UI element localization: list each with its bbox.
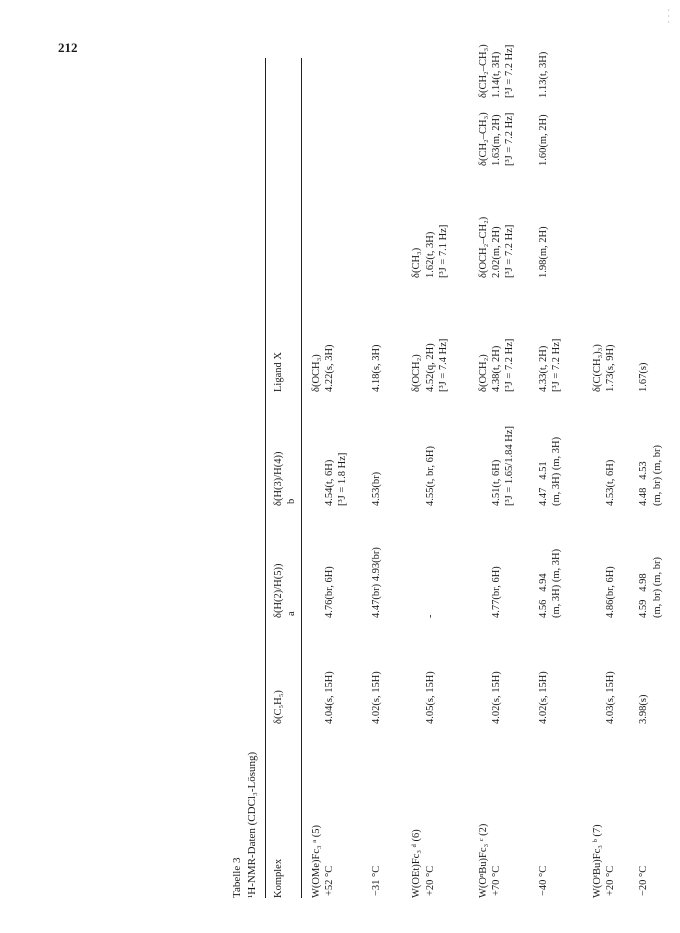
table-caption-block — [230, 752, 260, 898]
table-cell-c5h5: 4.02(s, 15H) — [491, 671, 503, 724]
table-header-rule — [301, 58, 302, 898]
table-cell-h34: 4.51(t, 6H) [³J = 1.65/1.84 Hz] — [491, 426, 516, 506]
table-cell-c5h5: 4.03(s, 15H) — [604, 671, 616, 724]
table-cell-lig4: 1.13(t, 3H) — [538, 51, 550, 98]
table-caption: Tabelle 3 — [231, 857, 243, 898]
table-cell-h34: 4.47 4.51 (m, 3H) (m, 3H) — [538, 436, 563, 506]
table-top-rule — [265, 58, 266, 898]
table-cell-lig3: 1.60(m, 2H) — [538, 114, 550, 166]
column-header-label: Ligand X — [273, 352, 284, 392]
column-header-label: δ(H(3)/H(4)) — [273, 451, 284, 506]
table-subtitle: ¹H-NMR-Daten (CDCl₃-Lösung) — [246, 751, 258, 898]
table-cell-h25: 4.77(br, 6H) — [491, 566, 503, 618]
temperature-cell: +20 °C — [424, 865, 436, 896]
table-cell-h34: 4.53(br) — [371, 471, 383, 506]
temperature-cell: −20 °C — [638, 865, 650, 896]
complex-name: W(OEt)Fc₃ ᵈ (6) — [411, 829, 423, 898]
table-cell-lig1: 4.33(t, 2H) [³J = 7.2 Hz] — [538, 338, 563, 392]
table-cell-h25: - — [424, 614, 436, 618]
table-cell-h25: 4.59 4.98 (m, br) (m, br) — [638, 557, 663, 618]
table-cell-lig2: 1.98(m, 2H) — [538, 226, 550, 278]
ligand-heading: δ(OCH₂) — [411, 354, 423, 392]
temperature-cell: −40 °C — [538, 865, 550, 896]
table-cell-lig1: 4.18(s, 3H) — [371, 344, 383, 392]
complex-name: W(OMe)Fc₃ ᵃ (5) — [311, 824, 322, 898]
table-cell-h34: 4.54(t, 6H) [³J = 1.8 Hz] — [324, 452, 349, 506]
rotated-table-block — [230, 44, 663, 898]
table-cell-h25: 4.47(br) 4.93(br) — [371, 547, 383, 618]
ligand-heading: δ(C(CH₃)₃) — [591, 344, 603, 392]
ligand-heading: δ(OCH₃) — [311, 354, 322, 392]
temperature-cell: −31 °C — [371, 865, 383, 896]
column-header — [272, 451, 298, 506]
table-cell-c5h5: 3.98(s) — [638, 694, 650, 724]
table-cell-lig1: 4.52(q, 2H) [³J = 7.4 Hz] — [424, 338, 449, 392]
complex-name: W(OᵗBu)Fc₃ ᵇ (7) — [591, 824, 603, 898]
table-cell-c5h5: 4.05(s, 15H) — [424, 671, 436, 724]
table-cell-lig1: 4.22(s, 3H) — [324, 344, 336, 392]
table-cell-c5h5: 4.02(s, 15H) — [371, 671, 383, 724]
ligand-subheading: δ(CH₂–CH₃) — [477, 112, 489, 166]
table-cell-lig2: 2.02(m, 2H) [³J = 7.2 Hz] — [491, 224, 516, 278]
ligand-subheading: δ(CH₃) — [411, 247, 423, 278]
ligand-subheading: δ(CH₂–CH₃) — [477, 44, 489, 98]
column-header — [272, 563, 298, 618]
column-header — [272, 690, 285, 724]
table-cell-h34: 4.53(t, 6H) — [604, 459, 616, 506]
column-header-sublabel: a — [286, 611, 297, 616]
table-cell-h34: 4.48 4.53 (m, br) (m, br) — [638, 445, 663, 506]
table-cell-h34: 4.55(t, br, 6H) — [424, 446, 436, 506]
table-cell-lig1: 4.38(t, 2H) [³J = 7.2 Hz] — [491, 338, 516, 392]
table-cell-lig4: 1.14(t, 3H) [³J = 7.2 Hz] — [491, 44, 516, 98]
column-header — [272, 352, 285, 392]
ligand-heading: δ(OCH₂) — [477, 354, 489, 392]
table-cell-lig2: 1.62(t, 3H) [³J = 7.1 Hz] — [424, 224, 449, 278]
table-cell-lig1: 1.73(s, 9H) — [604, 344, 616, 392]
table-cell-h25: 4.56 4.94 (m, 3H) (m, 3H) — [538, 548, 563, 618]
temperature-cell: +20 °C — [604, 865, 616, 896]
table-cell-h25: 4.86(br, 6H) — [604, 566, 616, 618]
table-cell-h25: 4.76(br, 6H) — [324, 566, 336, 618]
temperature-cell: +52 °C — [324, 865, 336, 896]
column-header-label: Komplex — [273, 858, 284, 898]
table-cell-c5h5: 4.02(s, 15H) — [538, 671, 550, 724]
complex-name: W(OⁿBu)Fc₃ ᶜ (2) — [477, 823, 489, 898]
temperature-cell: +70 °C — [491, 865, 503, 896]
table-cell-c5h5: 4.04(s, 15H) — [324, 671, 336, 724]
column-header-sublabel: b — [286, 498, 297, 504]
ligand-subheading: δ(OCH₂–CH₂) — [477, 216, 489, 278]
page-number: 212 — [58, 40, 78, 55]
table-cell-lig1: 1.67(s) — [638, 362, 650, 392]
column-header-label: δ(C₅H₅) — [273, 690, 284, 724]
edge-scan-marks: · · · — [667, 6, 670, 27]
table-cell-lig3: 1.63(m, 2H) [³J = 7.2 Hz] — [491, 112, 516, 166]
column-header-label: δ(H(2)/H(5)) — [273, 563, 284, 618]
column-header — [272, 859, 285, 898]
